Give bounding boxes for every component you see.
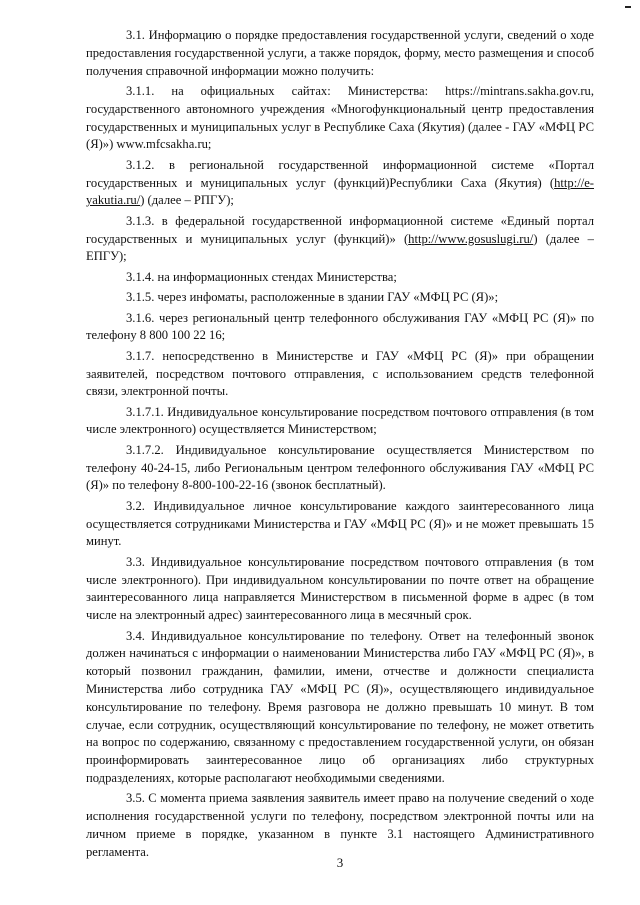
paragraph-3-1-7-1: 3.1.7.1. Индивидуальное консультирование посредством почтового отправления (в том числе электронного) осуществляется Министерством; — [86, 404, 594, 437]
paragraph-3-1-4: 3.1.4. на информационных стендах Министерства; — [126, 269, 397, 284]
paragraph-3-1-3: 3.1.3. в федеральной государственной информационной системе «Единый портал государственных и муниципальных услуг (функций)» (http://www.gosuslugi.ru/) (далее – ЕПГУ); — [86, 213, 594, 264]
paragraph-3-1: 3.1. Информацию о порядке предоставления государственной услуги, сведений о ходе предоставления государственной услуги, а также порядок, форму, место размещения и способ получения справочной информации можно получить: — [86, 28, 594, 78]
paragraph-3-1-7: 3.1.7. непосредственно в Министерстве и ГАУ «МФЦ РС (Я)» при обращении заявителей, посредством почтового отправления, с использованием средств телефонной связи, электронной почты. — [86, 348, 594, 399]
rpgu-link[interactable]: http://e-yakutia.ru/ — [86, 175, 594, 208]
paragraph-3-1-7-2: 3.1.7.2. Индивидуальное консультирование осуществляется Министерством по телефону 40-24-15, либо Региональным центром телефонного обслуживания ГАУ «МФЦ РС (Я)» по телефону 8-800-100-22-16 (звонок бесплатный). — [86, 442, 594, 493]
document-body — [86, 27, 594, 864]
epgu-link[interactable]: http://www.gosuslugi.ru/ — [408, 231, 534, 246]
paragraph-3-5: 3.5. С момента приема заявления заявитель имеет право на получение сведений о ходе исполнения государственной услуги по телефону, посредством электронной почты или на личном приеме в порядке, указанном в пункте 3.1 настоящего Административного регламента. — [86, 791, 594, 859]
scan-mark — [625, 6, 631, 8]
paragraph-3-2: 3.2. Индивидуальное личное консультирование каждого заинтересованного лица осуществляется сотрудниками Министерства и ГАУ «МФЦ РС (Я)» и не может превышать 15 минут. — [86, 498, 594, 549]
paragraph-3-3: 3.3. Индивидуальное консультирование посредством почтового отправления (в том числе электронного). При индивидуальном консультировании по почте ответ на обращение заинтересованного лица направляется Министерством в письменной форме в адрес (в том числе на электронный адрес) заинтересованного лица в месячный срок. — [86, 554, 594, 623]
paragraph-3-1-6: 3.1.6. через региональный центр телефонного обслуживания ГАУ «МФЦ РС (Я)» по телефону 8 800 100 22 16; — [86, 310, 594, 343]
paragraph-3-1-5: 3.1.5. через инфоматы, расположенные в здании ГАУ «МФЦ РС (Я)»; — [126, 290, 499, 305]
page-number: 3 — [336, 855, 344, 870]
paragraph-3-4: 3.4. Индивидуальное консультирование по телефону. Ответ на телефонный звонок должен начинаться с информации о наименовании Министерства либо ГАУ «МФЦ РС (Я)», в который позвонил гражданин, фамилии, имени, отчестве и должности специалиста Министерства либо сотрудника ГАУ «МФЦ РС (Я)», осуществляющего индивидуальное консультирование по телефону. Время разговора не должно превышать 10 минут. В том случае, если сотрудник, осуществляющий консультирование по телефону, не может ответить на вопрос по содержанию, связанному с предоставлением государственной услуги, он обязан проинформировать заинтересованное лицо об организациях либо структурных подразделениях, которые располагают необходимыми сведениями. — [86, 628, 594, 785]
paragraph-3-1-2: 3.1.2. в региональной государственной информационной системе «Портал государственных и муниципальных услуг (функций)Республики Саха (Якутия) (http://e-yakutia.ru/) (далее – РПГУ); — [86, 157, 594, 208]
paragraph-3-1-1: 3.1.1. на официальных сайтах: Министерства: https://mintrans.sakha.gov.ru, государственного автономного учреждения «Многофункциональный центр предоставления государственных и муниципальных услуг в Республике Саха (Якутия) (далее - ГАУ «МФЦ РС (Я)») www.mfcsakha.ru; — [86, 83, 594, 152]
